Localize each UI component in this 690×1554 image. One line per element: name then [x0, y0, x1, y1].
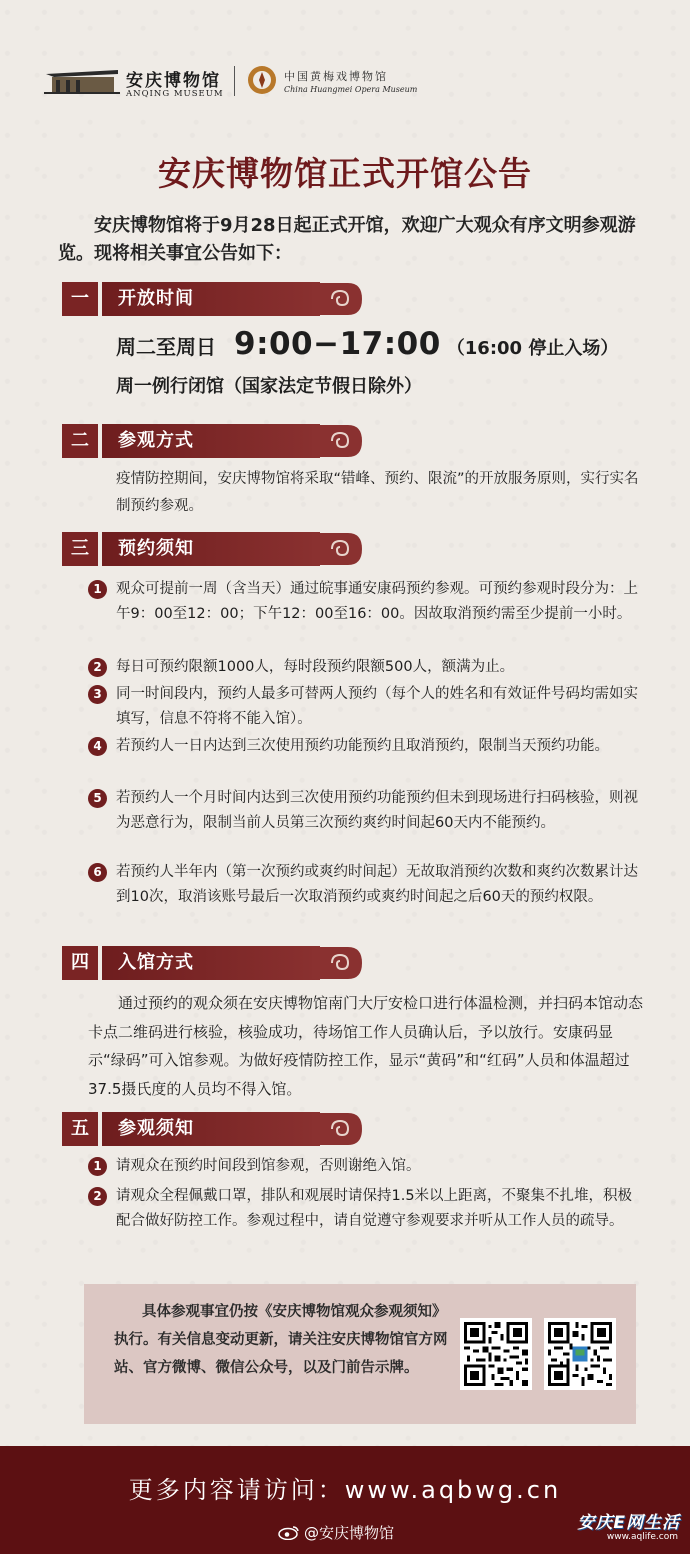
closed-day-line: 周一例行闭馆（国家法定节假日除外） [116, 376, 422, 397]
item-number: 3 [88, 685, 107, 704]
section-label: 预约须知 [118, 538, 194, 559]
logo-divider [234, 66, 235, 96]
item-text: 请观众在预约时间段到馆参观，否则谢绝入馆。 [116, 1158, 421, 1174]
item-text: 观众可提前一周（含当天）通过皖事通安康码预约参观。可预约参观时段分为：上午9：00至12：00；下午12：00至16：00。因故取消预约需至少提前一小时。 [116, 581, 638, 622]
section-header-booking [62, 532, 362, 566]
watermark-text: 安庆E网生活 [577, 1513, 680, 1533]
watermark-url: www.aqlife.com [606, 1532, 678, 1542]
booking-item [88, 577, 640, 626]
opening-time: 9:00−17:00 [234, 326, 441, 362]
section-number: 二 [62, 424, 98, 458]
item-number: 1 [88, 1157, 107, 1176]
weibo-handle: @安庆博物馆 [304, 1524, 395, 1542]
section-number: 五 [62, 1112, 98, 1146]
qr-code-wechat [544, 1318, 616, 1390]
booking-item [88, 655, 640, 680]
footer-website-line: 更多内容请访问：www.aqbwg.cn [128, 1476, 562, 1504]
entry-method-text: 通过预约的观众须在安庆博物馆南门大厅安检口进行体温检测，并扫码本馆动态卡点二维码进行核验，核验成功，待场馆工作人员确认后，予以放行。安康码显示“绿码”可入馆参观。为做好疫情防控工作，显示“黄码”和“红码”人员和体温超过37.5摄氏度的人员均不得入馆。 [88, 994, 644, 1098]
section-number: 三 [62, 532, 98, 566]
header-logos [44, 60, 444, 100]
huangmei-museum-logo-en: China Huangmei Opera Museum [284, 85, 418, 94]
qr-code-icon [548, 1322, 612, 1386]
item-text: 若预约人一日内达到三次使用预约功能预约且取消预约，限制当天预约功能。 [116, 738, 609, 754]
huangmei-museum-logo-text: 中国黄梅戏博物馆 [284, 70, 388, 83]
item-text: 每日可预约限额1000人，每时段预约限额500人，额满为止。 [116, 659, 515, 675]
section-number: 四 [62, 946, 98, 980]
watermark [504, 1506, 684, 1550]
section-header-visit-method [62, 424, 362, 458]
item-number: 1 [88, 580, 107, 599]
section-label: 参观方式 [118, 430, 194, 451]
opening-hours-line [116, 326, 618, 362]
item-number: 2 [88, 1187, 107, 1206]
item-number: 2 [88, 658, 107, 677]
section-label: 参观须知 [118, 1118, 194, 1139]
museum-building-icon [44, 68, 120, 94]
info-note-box [84, 1284, 636, 1424]
cloud-ornament-icon [312, 283, 362, 315]
visit-note-item [88, 1154, 640, 1179]
cloud-ornament-icon [312, 533, 362, 565]
page-title: 安庆博物馆正式开馆公告 [158, 154, 532, 193]
last-entry-time: （16:00 停止入场） [446, 338, 619, 359]
section-header-entry [62, 946, 362, 980]
section-number: 一 [62, 282, 98, 316]
section-header-visit-notes [62, 1112, 362, 1146]
section-header-hours [62, 282, 362, 316]
qr-code-website [460, 1318, 532, 1390]
visit-method-text: 疫情防控期间，安庆博物馆将采取“错峰、预约、限流”的开放服务原则，实行实名制预约参观。 [116, 471, 639, 514]
item-text: 请观众全程佩戴口罩，排队和观展时请保持1.5米以上距离，不聚集不扎堆，积极配合做好防控工作。参观过程中，请自觉遵守参观要求并听从工作人员的疏导。 [116, 1188, 633, 1229]
booking-item [88, 860, 640, 909]
booking-item [88, 734, 640, 759]
anqing-museum-logo-en: ANQING MUSEUM [126, 89, 224, 99]
cloud-ornament-icon [312, 947, 362, 979]
section-label: 入馆方式 [118, 952, 194, 973]
footer-weibo-account [278, 1522, 394, 1543]
anqing-museum-logo-text: 安庆博物馆 [126, 71, 221, 91]
item-number: 5 [88, 789, 107, 808]
huangmei-opera-emblem-icon [246, 64, 278, 96]
section-label: 开放时间 [118, 288, 194, 309]
booking-item [88, 682, 640, 731]
item-text: 同一时间段内，预约人最多可替两人预约（每个人的姓名和有效证件号码均需如实填写，信息不符将不能入馆）。 [116, 686, 638, 727]
visit-note-item [88, 1184, 640, 1233]
weibo-icon [278, 1525, 300, 1540]
item-text: 若预约人一个月时间内达到三次使用预约功能预约但未到现场进行扫码核验，则视为恶意行为，限制当前人员第三次预约爽约时间起60天内不能预约。 [116, 790, 638, 831]
intro-paragraph: 安庆博物馆将于9月28日起正式开馆，欢迎广大观众有序文明参观游览。现将相关事宜公告如下： [58, 215, 636, 264]
cloud-ornament-icon [312, 1113, 362, 1145]
item-number: 6 [88, 863, 107, 882]
note-text: 具体参观事宜仍按《安庆博物馆观众参观须知》执行。有关信息变动更新，请关注安庆博物馆官方网站、官方微博、微信公众号，以及门前告示牌。 [114, 1304, 448, 1376]
booking-item [88, 786, 640, 835]
qr-code-icon [464, 1322, 528, 1386]
opening-days: 周二至周日 [116, 335, 216, 359]
item-text: 若预约人半年内（第一次预约或爽约时间起）无故取消预约次数和爽约次数累计达到10次，取消该账号最后一次取消预约或爽约时间起之后60天的预约权限。 [116, 864, 638, 905]
item-number: 4 [88, 737, 107, 756]
cloud-ornament-icon [312, 425, 362, 457]
